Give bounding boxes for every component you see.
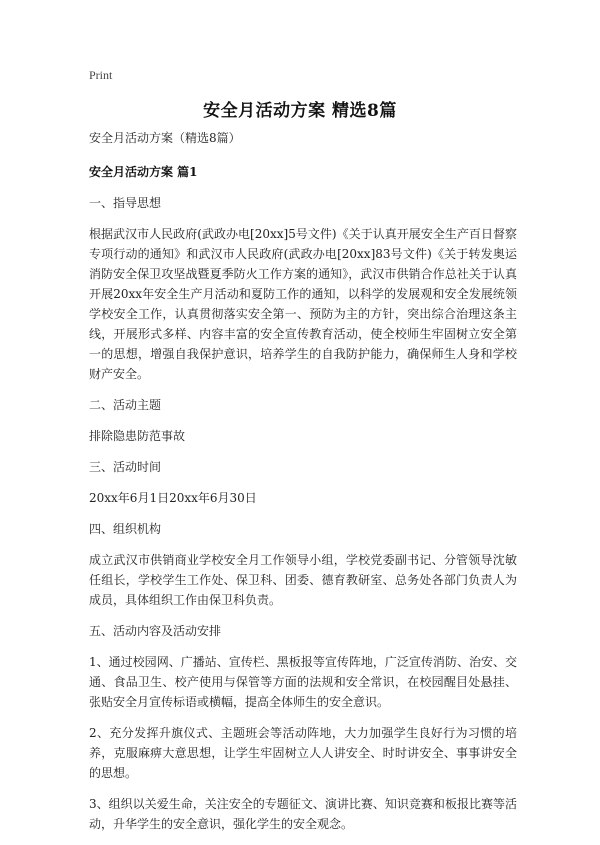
paragraph-item-3: 3、组织以关爱生命，关注安全的专题征文、演讲比赛、知识竞赛和板报比赛等活动，升华学生的安全意识，强化学生的安全观念。 <box>89 797 517 831</box>
document-body <box>89 128 517 845</box>
heading-activity-time: 三、活动时间 <box>89 460 162 474</box>
paragraph-activity-time: 20xx年6月1日20xx年6月30日 <box>89 491 257 505</box>
page-title: 安全月活动方案 精选8篇 <box>203 101 397 121</box>
heading-guiding-ideology: 一、指导思想 <box>89 196 162 210</box>
heading-organization: 四、组织机构 <box>89 522 162 536</box>
heading-activity-content: 五、活动内容及活动安排 <box>89 624 222 638</box>
print-label[interactable]: Print <box>89 68 113 82</box>
heading-activity-theme: 二、活动主题 <box>89 398 162 412</box>
paragraph-organization: 成立武汉市供销商业学校安全月工作领导小组，学校党委副书记、分管领导沈敏任组长，学校学生工作处、保卫科、团委、德育教研室、总务处各部门负责人为成员，具体组织工作由保卫科负责。 <box>89 553 517 607</box>
paragraph-guiding-ideology: 根据武汉市人民政府(武政办电[20xx]5号文件)《关于认真开展安全生产百日督察专项行动的通知》和武汉市人民政府(武政办电[20xx]83号文件)《关于转发奥运消防安全保卫攻坚战暨夏季防火工作方案的通知》，武汉市供销合作总社关于认真开展20xx年安全生产月活动和夏防工作的通知，以科学的发展观和安全发展统领学校安全工作，认真贯彻落实安全第一、预防为主的方针，突出综合治理这条主线，开展形式多样、内容丰富的安全宣传教育活动，使全校师生牢固树立安全第一的思想，增强自我保护意识，培养学生的自我防护能力，确保师生人身和学校财产安全。 <box>89 227 517 381</box>
paragraph-activity-theme: 排除隐患防范事故 <box>89 429 186 443</box>
paragraph-item-2: 2、充分发挥升旗仪式、主题班会等活动阵地，大力加强学生良好行为习惯的培养，克服麻痹大意思想，让学生牢固树立人人讲安全、时时讲安全、事事讲安全的思想。 <box>89 726 517 780</box>
section-title: 安全月活动方案 篇1 <box>89 165 198 179</box>
document-subtitle: 安全月活动方案（精选8篇） <box>89 131 241 145</box>
paragraph-item-1: 1、通过校园网、广播站、宣传栏、黑板报等宣传阵地，广泛宣传消防、治安、交通、食品卫生、校产使用与保管等方面的法规和安全常识，在校园醒目处悬挂、张贴安全月宣传标语或横幅，提高全体师生的安全意识。 <box>89 655 517 709</box>
